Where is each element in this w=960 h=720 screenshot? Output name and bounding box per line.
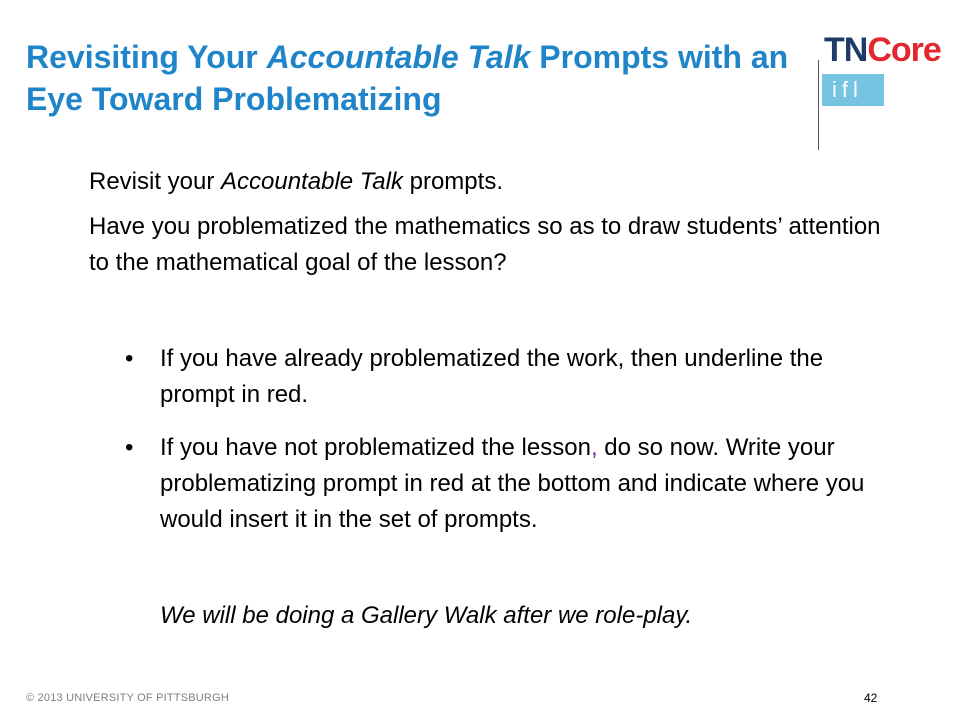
bullet-text-1: If you have already problematized the work, then underline the prompt in red. (160, 345, 824, 408)
title-part1: Revisiting Your (26, 39, 267, 75)
slide-title (26, 36, 816, 120)
bullet-text-2 (160, 430, 870, 538)
bullet2-text-before: If you have not problematized the lesson (160, 434, 591, 461)
ifl-logo-badge: ifl (822, 74, 884, 106)
bullet2-text-after: do so now. Write your problematizing prompt in red at the bottom and indicate where you would insert it in the set of prompts. (160, 434, 865, 533)
page-number: 42 (864, 691, 878, 705)
bullet-dot-icon: • (125, 345, 134, 372)
bullet2-comma: , (590, 434, 598, 461)
logo-divider (818, 60, 819, 150)
bullet-dot-icon: • (125, 434, 134, 461)
intro1-suffix: prompts. (402, 168, 503, 195)
title-italic: Accountable Talk (266, 39, 531, 75)
title-part2: Prompts with an Eye Toward Problematizing (26, 39, 789, 117)
intro1-italic: Accountable Talk (221, 168, 403, 195)
logo-tn: TN (824, 31, 868, 69)
tncore-logo-text (824, 30, 941, 70)
footer-copyright: © 2013 UNIVERSITY OF PITTSBURGH (26, 692, 229, 704)
intro-line-2: Have you problematized the mathematics so as to draw students’ attention to the mathematical goal of the lesson? (89, 213, 881, 276)
closing-note: We will be doing a Gallery Walk after we role-play. (160, 602, 693, 629)
logo-core: Core (867, 31, 941, 69)
intro-line-1 (89, 164, 889, 200)
tncore-ifl-logo (818, 30, 948, 122)
intro1-prefix: Revisit your (89, 168, 222, 195)
